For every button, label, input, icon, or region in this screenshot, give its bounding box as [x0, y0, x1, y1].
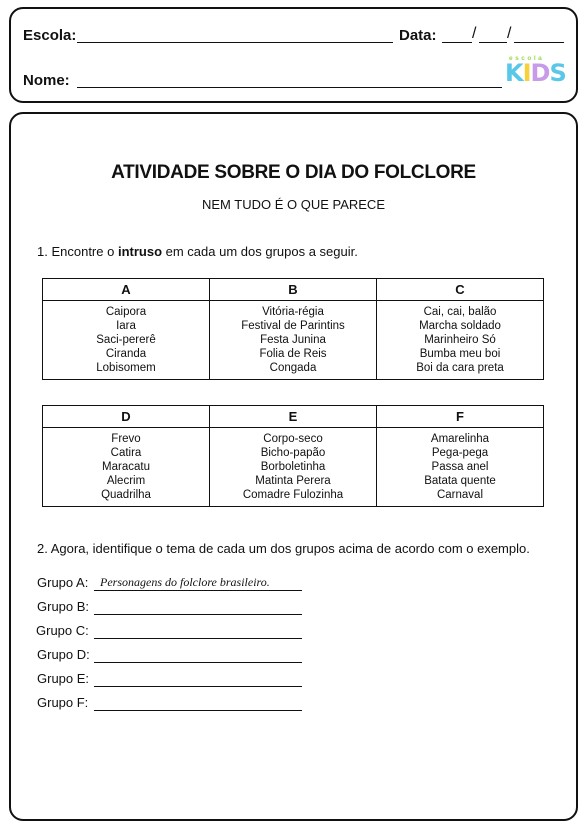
list-item: Congada — [269, 362, 317, 374]
question-1-before: 1. Encontre o — [37, 244, 118, 259]
answer-label-a: Grupo A: — [37, 575, 89, 590]
list-item: Festa Junina — [260, 334, 326, 346]
list-item: Festival de Parintins — [241, 320, 345, 332]
list-item: Alecrim — [106, 475, 146, 487]
logo-small-text: escola — [509, 55, 545, 62]
column-header-e: E — [210, 406, 377, 428]
list-item: Pega-pega — [431, 447, 489, 459]
list-item: Amarelinha — [430, 433, 490, 445]
answer-label-c: Grupo C: — [36, 623, 89, 638]
list-item: Saci-pererê — [96, 334, 156, 346]
list-item: Catira — [110, 447, 142, 459]
list-item: Corpo-seco — [263, 433, 323, 445]
question-1-bold: intruso — [117, 244, 163, 259]
nome-label: Nome: — [23, 72, 70, 89]
header-box — [9, 7, 578, 103]
column-header-a: A — [43, 279, 210, 301]
date-month-field[interactable] — [479, 42, 507, 43]
column-header-b: B — [210, 279, 377, 301]
group-table-2 — [42, 405, 544, 507]
logo-letter: K — [505, 59, 523, 87]
list-item: Passa anel — [431, 461, 489, 473]
page-title: ATIVIDADE SOBRE O DIA DO FOLCLORE — [111, 162, 476, 183]
answer-field-c[interactable] — [94, 624, 302, 639]
column-header-d: D — [43, 406, 210, 428]
list-item: Marinheiro Só — [424, 334, 496, 346]
list-item: Vitória-régia — [262, 306, 324, 318]
escola-label: Escola: — [23, 27, 77, 44]
list-item: Folia de Reis — [259, 348, 327, 360]
group-table-1 — [42, 278, 544, 380]
group-e-cell — [210, 428, 377, 507]
answer-field-e[interactable] — [94, 672, 302, 687]
logo-letter: S — [549, 59, 566, 87]
group-f-cell — [377, 428, 544, 507]
answer-label-b: Grupo B: — [37, 599, 90, 614]
nome-field[interactable] — [77, 87, 502, 88]
answer-label-f: Grupo F: — [37, 695, 89, 710]
list-item: Bicho-papão — [260, 447, 326, 459]
answer-field-d[interactable] — [94, 648, 302, 663]
date-separator-1: / — [472, 25, 477, 42]
answer-label-e: Grupo E: — [37, 671, 90, 686]
data-label: Data: — [399, 27, 437, 44]
answer-example-text: Personagens do folclore brasileiro. — [100, 575, 270, 589]
question-2: 2. Agora, identifique o tema de cada um dos grupos acima de acordo com o exemplo. — [37, 541, 530, 556]
list-item: Batata quente — [424, 475, 496, 487]
list-item: Cai, cai, balão — [423, 306, 497, 318]
list-item: Matinta Perera — [255, 475, 331, 487]
logo-letter: I — [522, 59, 531, 87]
escola-field[interactable] — [77, 42, 393, 43]
group-a-cell — [43, 301, 210, 380]
question-1-after: em cada um dos grupos a seguir. — [162, 244, 358, 259]
answer-label-d: Grupo D: — [37, 647, 90, 662]
list-item: Lobisomem — [96, 362, 156, 374]
list-item: Carnaval — [436, 489, 484, 501]
question-1 — [37, 244, 358, 259]
list-item: Borboletinha — [260, 461, 326, 473]
escola-kids-logo — [505, 55, 567, 91]
list-item: Marcha soldado — [419, 320, 501, 332]
logo-letter: D — [530, 59, 550, 87]
answer-field-f[interactable] — [94, 696, 302, 711]
list-item: Bumba meu boi — [419, 348, 501, 360]
answer-field-b[interactable] — [94, 600, 302, 615]
date-day-field[interactable] — [442, 42, 472, 43]
list-item: Frevo — [111, 433, 141, 445]
list-item: Maracatu — [102, 461, 150, 473]
list-item: Boi da cara preta — [416, 362, 504, 374]
group-b-cell — [210, 301, 377, 380]
group-d-cell — [43, 428, 210, 507]
logo-kids-text — [505, 61, 566, 85]
list-item: Ciranda — [105, 348, 147, 360]
column-header-f: F — [377, 406, 544, 428]
column-header-c: C — [377, 279, 544, 301]
date-separator-2: / — [507, 25, 512, 42]
list-item: Iara — [116, 320, 136, 332]
list-item: Caipora — [105, 306, 147, 318]
page-subtitle: NEM TUDO É O QUE PARECE — [202, 197, 385, 212]
group-c-cell — [377, 301, 544, 380]
date-year-field[interactable] — [514, 42, 564, 43]
list-item: Comadre Fulozinha — [242, 489, 344, 501]
list-item: Quadrilha — [101, 489, 151, 501]
